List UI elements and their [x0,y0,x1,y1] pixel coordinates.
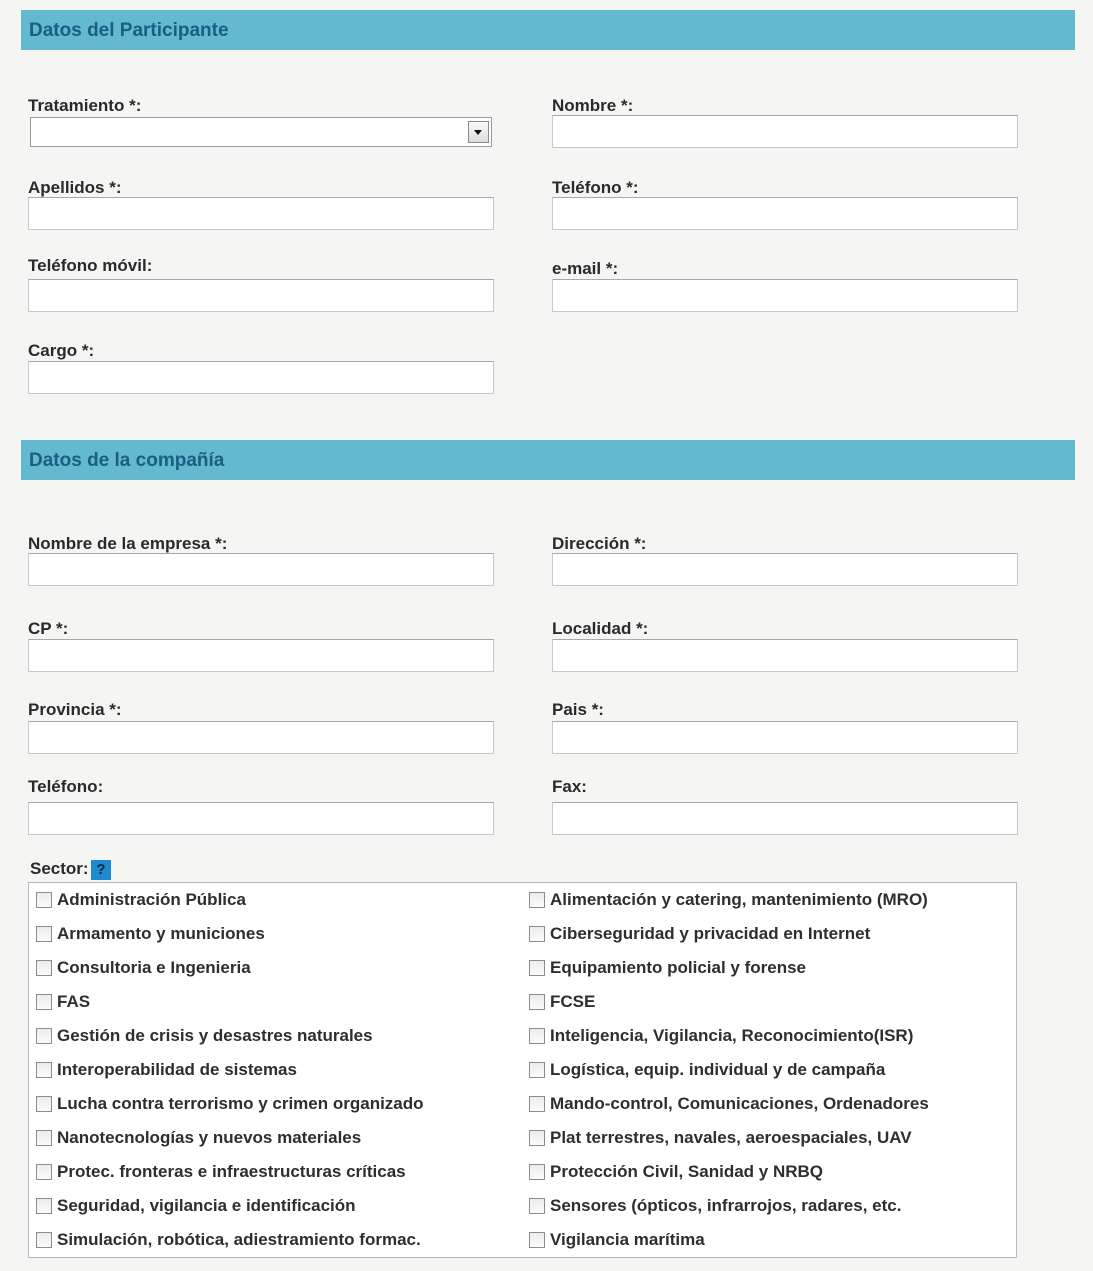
sector-item-label: Interoperabilidad de sistemas [57,1060,297,1079]
email-label: e-mail *: [552,259,619,278]
sector-item-label: Plat terrestres, navales, aeroespaciales, UAV [550,1128,912,1147]
tratamiento-select[interactable] [30,117,492,147]
sector-item[interactable] [36,1160,406,1184]
checkbox[interactable] [36,1028,52,1044]
sector-item-label: FCSE [550,992,596,1011]
checkbox[interactable] [36,892,52,908]
email-input[interactable] [552,279,1018,312]
sector-item-label: Simulación, robótica, adiestramiento formac. [57,1230,421,1249]
nombre-empresa-input[interactable] [28,553,494,586]
sector-item[interactable] [36,1092,424,1116]
sector-item[interactable] [36,922,265,946]
sector-item[interactable] [529,1160,823,1184]
telefono-movil-label: Teléfono móvil: [28,256,153,275]
checkbox[interactable] [529,1130,545,1146]
sector-item[interactable] [36,888,246,912]
sector-item-label: Gestión de crisis y desastres naturales [57,1026,373,1045]
localidad-input[interactable] [552,639,1018,672]
sector-item-label: Vigilancia marítima [550,1230,705,1249]
checkbox[interactable] [529,1164,545,1180]
checkbox[interactable] [529,1028,545,1044]
direccion-input[interactable] [552,553,1018,586]
sector-item-label: Protección Civil, Sanidad y NRBQ [550,1162,824,1181]
sector-item-label: Armamento y municiones [57,924,265,943]
localidad-label: Localidad *: [552,619,649,638]
provincia-input[interactable] [28,721,494,754]
nombre-input[interactable] [552,115,1018,148]
sector-item[interactable] [529,956,806,980]
checkbox[interactable] [36,926,52,942]
checkbox[interactable] [529,994,545,1010]
company-section-header: Datos de la compañía [21,440,1075,480]
sector-item-label: Mando-control, Comunicaciones, Ordenadores [550,1094,929,1113]
checkbox[interactable] [529,1096,545,1112]
sector-item[interactable] [529,1058,885,1082]
sector-item[interactable] [36,1058,297,1082]
cp-label: CP *: [28,619,69,638]
checkbox[interactable] [529,1062,545,1078]
sector-item[interactable] [529,1194,901,1218]
sector-item-label: Ciberseguridad y privacidad en Internet [550,924,871,943]
company-telefono-input[interactable] [28,802,494,835]
sector-item[interactable] [36,1126,361,1150]
telefono-label: Teléfono *: [552,178,639,197]
sector-item-label: Logística, equip. individual y de campaña [550,1060,886,1079]
sector-item-label: Inteligencia, Vigilancia, Reconocimiento(ISR) [550,1026,914,1045]
sector-item[interactable] [529,1228,705,1252]
checkbox[interactable] [36,1062,52,1078]
sector-item[interactable] [36,1024,373,1048]
checkbox[interactable] [529,1232,545,1248]
checkbox[interactable] [529,926,545,942]
checkbox[interactable] [36,1096,52,1112]
direccion-label: Dirección *: [552,534,647,553]
sector-item[interactable] [529,1126,912,1150]
sector-item-label: Administración Pública [57,890,246,909]
sector-item[interactable] [529,990,595,1014]
checkbox[interactable] [36,1130,52,1146]
pais-input[interactable] [552,721,1018,754]
sector-item[interactable] [529,888,928,912]
sector-checkbox-list [28,882,1017,1258]
sector-item-label: Equipamiento policial y forense [550,958,806,977]
sector-item[interactable] [36,956,251,980]
nombre-empresa-label: Nombre de la empresa *: [28,534,228,553]
sector-item[interactable] [36,990,90,1014]
checkbox[interactable] [36,1198,52,1214]
fax-label: Fax: [552,777,587,796]
tratamiento-label: Tratamiento *: [28,96,142,115]
fax-input[interactable] [552,802,1018,835]
checkbox[interactable] [529,1198,545,1214]
company-telefono-label: Teléfono: [28,777,104,796]
help-icon[interactable]: ? [91,860,111,880]
sector-item-label: Lucha contra terrorismo y crimen organizado [57,1094,424,1113]
telefono-input[interactable] [552,197,1018,230]
checkbox[interactable] [529,960,545,976]
apellidos-input[interactable] [28,197,494,230]
sector-item[interactable] [529,1024,913,1048]
sector-item-label: Nanotecnologías y nuevos materiales [57,1128,362,1147]
sector-item-label: Consultoria e Ingenieria [57,958,251,977]
checkbox[interactable] [36,1164,52,1180]
sector-item-label: FAS [57,992,91,1011]
sector-label: Sector: [30,859,89,878]
apellidos-label: Apellidos *: [28,178,122,197]
checkbox[interactable] [529,892,545,908]
checkbox[interactable] [36,994,52,1010]
cargo-input[interactable] [28,361,494,394]
sector-item[interactable] [529,1092,929,1116]
sector-item-label: Protec. fronteras e infraestructuras críticas [57,1162,406,1181]
sector-item[interactable] [36,1194,356,1218]
sector-item-label: Alimentación y catering, mantenimiento (MRO) [550,890,928,909]
chevron-down-icon[interactable] [468,121,489,143]
sector-item-label: Seguridad, vigilancia e identificación [57,1196,356,1215]
sector-item[interactable] [36,1228,421,1252]
sector-item-label: Sensores (ópticos, infrarrojos, radares, etc. [550,1196,902,1215]
checkbox[interactable] [36,1232,52,1248]
sector-item[interactable] [529,922,870,946]
telefono-movil-input[interactable] [28,279,494,312]
provincia-label: Provincia *: [28,700,122,719]
pais-label: Pais *: [552,700,604,719]
nombre-label: Nombre *: [552,96,634,115]
checkbox[interactable] [36,960,52,976]
cp-input[interactable] [28,639,494,672]
participant-section-header: Datos del Participante [21,10,1075,50]
cargo-label: Cargo *: [28,341,95,360]
